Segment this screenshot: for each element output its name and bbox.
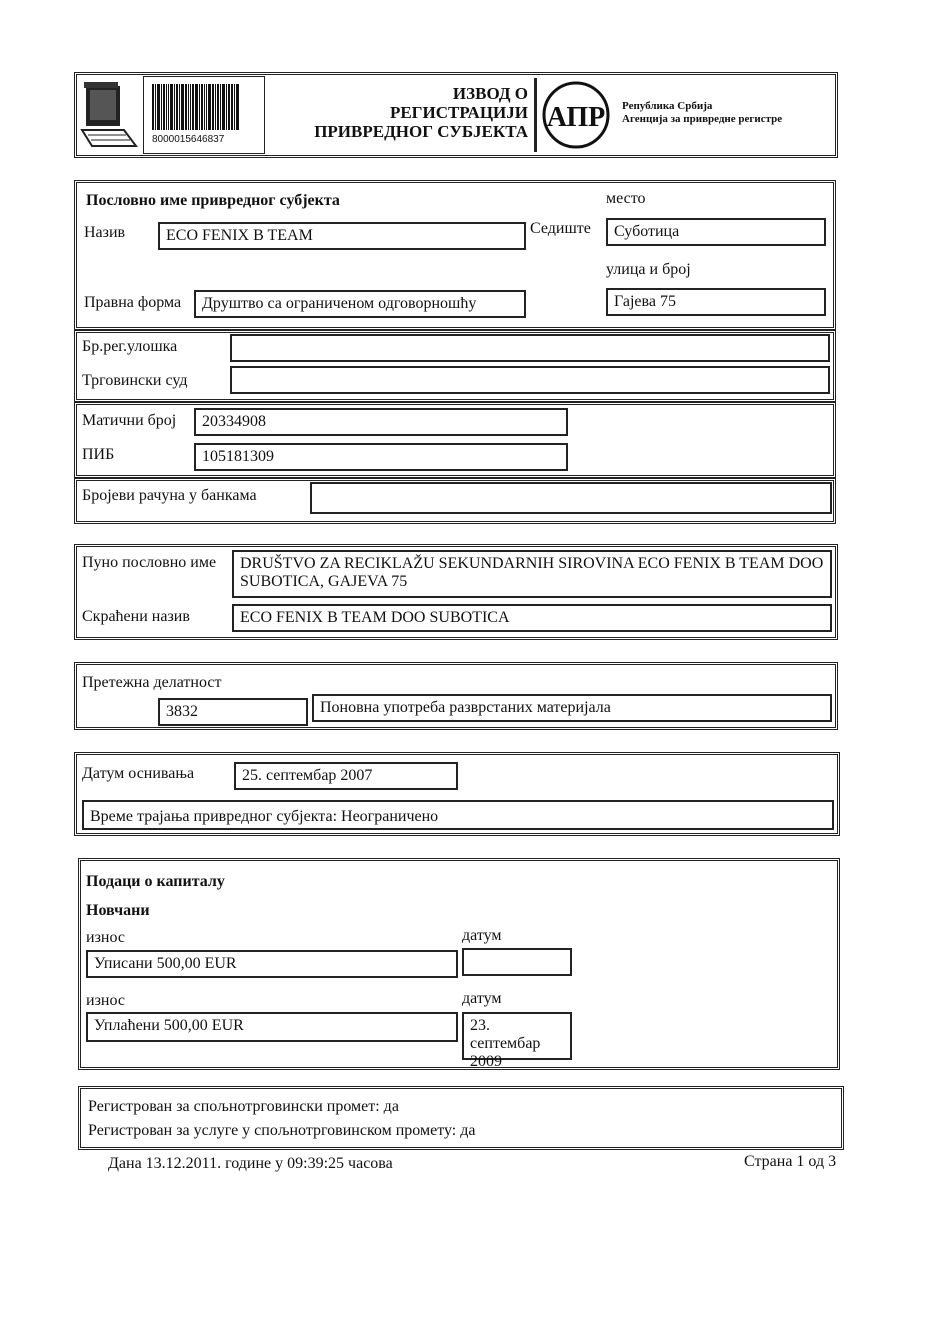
paid-capital-field: Уплаћени 500,00 EUR [86,1012,458,1042]
subscribed-capital-field: Уписани 500,00 EUR [86,950,458,978]
registration-number-field: 20334908 [194,408,568,436]
agency-name: Република Србија Агенција за привредне регистре [622,100,783,125]
computer-icon [80,80,140,150]
section-title-business-name: Пословно име привредног субјекта [86,192,340,209]
commercial-court-label: Трговински суд [82,372,188,389]
amount-label-1: износ [86,929,125,946]
foreign-trade-line-2: Регистрован за услуге у спољнотрговинском промету: да [88,1122,476,1139]
paid-date-field: 23. септембар 2009 [462,1012,572,1060]
document-title: ИЗВОД О РЕГИСТРАЦИЈИ ПРИВРЕДНОГ СУБЈЕКТА [314,84,528,141]
date-label-2: датум [462,990,502,1007]
legal-form-label: Правна форма [84,294,182,311]
amount-label-2: износ [86,992,125,1009]
activity-description-field: Поновна употреба разврстаних материјала [312,694,832,722]
capital-title: Подаци о капиталу [86,873,225,890]
founding-date-field: 25. септембар 2007 [234,762,458,790]
short-name-field: ECO FENIX B TEAM DOO SUBOTICA [232,604,832,632]
full-name-field: DRUŠTVO ZA RECIKLAŽU SEKUNDARNIH SIROVINA ECO FENIX B TEAM DOO SUBOTICA, GAJEVA 75 [232,550,832,598]
short-name-label: Скраћени назив [82,608,190,625]
footer-date: Дана 13.12.2011. године у 09:39:25 часова [108,1155,393,1172]
foreign-trade-line-1: Регистрован за спољнотрговински промет: да [88,1098,399,1115]
svg-text:АПР: АПР [546,102,606,133]
street-label: улица и број [606,261,691,278]
bank-accounts-label: Бројеви рачуна у банкама [82,487,257,504]
date-label-1: датум [462,927,502,944]
barcode [152,84,239,130]
street-field: Гајева 75 [606,288,826,316]
legal-form-field: Друштво са ограниченом одговорношћу [194,290,526,318]
bank-accounts-field [310,482,832,514]
full-name-label: Пуно пословно име [82,554,217,571]
city-label: место [606,190,646,207]
name-label: Назив [84,224,126,241]
duration-field: Време трајања привредног субјекта: Неограничено [82,800,834,830]
page-number: Страна 1 од 3 [744,1153,837,1170]
insert-number-field [230,334,830,362]
name-field: ECO FENIX B TEAM [158,222,526,250]
barcode-number: 8000015646837 [152,134,225,145]
apr-logo [541,80,611,150]
header-divider [534,78,537,152]
tax-id-field: 105181309 [194,443,568,471]
founding-date-label: Датум оснивања [82,765,195,782]
city-field: Суботица [606,218,826,246]
foreign-trade-section [78,1086,844,1150]
registration-number-label: Матични број [82,412,177,429]
insert-number-label: Бр.рег.улошка [82,338,178,355]
capital-subtitle: Новчани [86,902,150,919]
commercial-court-field [230,366,830,394]
tax-id-label: ПИБ [82,446,115,463]
main-activity-label: Претежна делатност [82,674,222,691]
activity-code-field: 3832 [158,698,308,726]
subscribed-date-field [462,948,572,976]
seat-label: Седиште [530,220,591,237]
